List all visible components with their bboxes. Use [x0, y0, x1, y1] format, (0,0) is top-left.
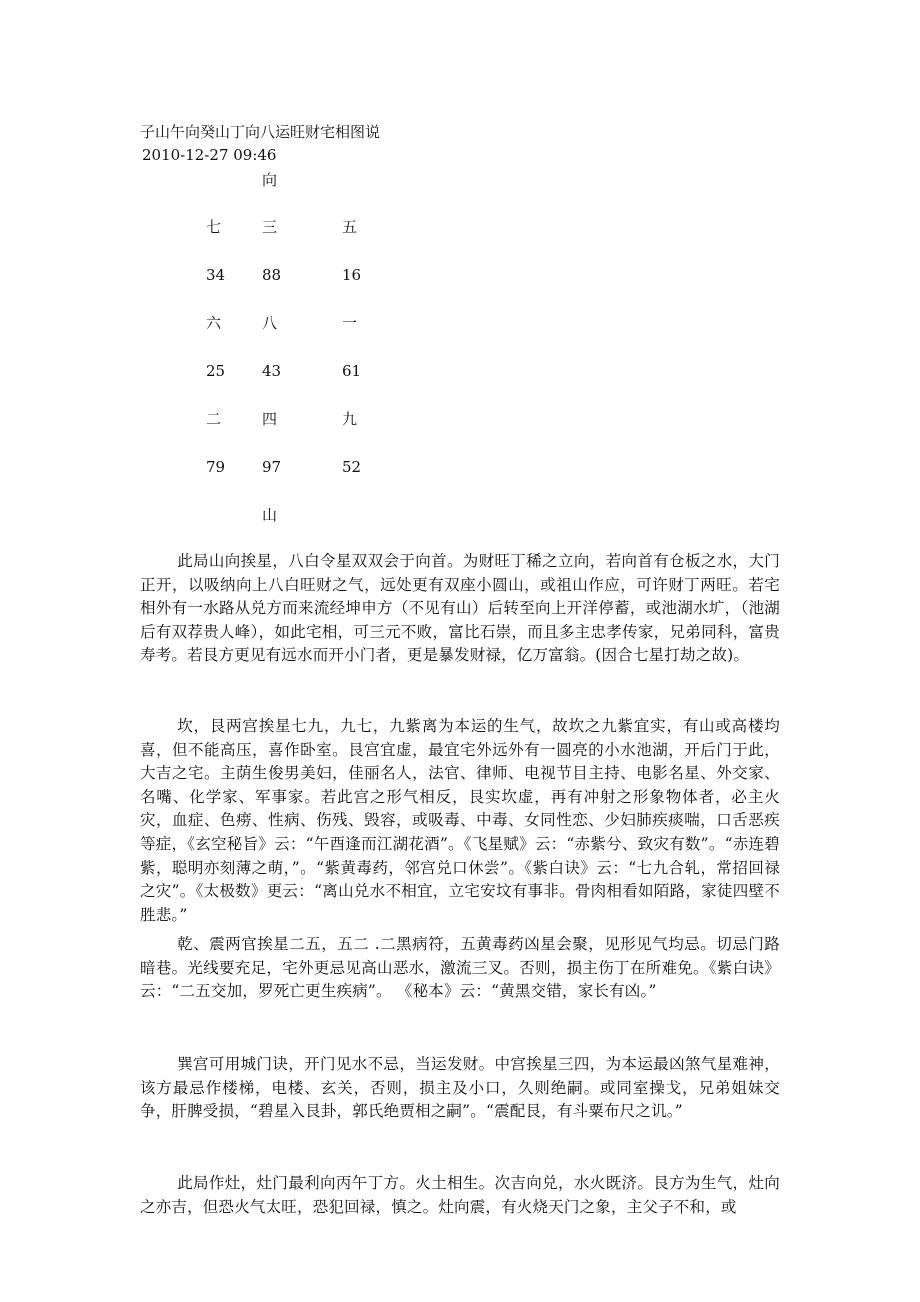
chart-cell: 16	[342, 266, 362, 284]
chart-cell: 97	[262, 458, 282, 476]
chart-cell: 79	[206, 458, 226, 476]
chart-cell: 61	[342, 362, 362, 380]
chart-cell: 七	[206, 218, 222, 236]
chart-cell: 八	[262, 314, 278, 332]
chart-cell: 一	[342, 314, 358, 332]
document-title: 子山午向癸山丁向八运旺财宅相图说	[140, 123, 381, 141]
chart-cell: 88	[262, 266, 282, 284]
chart-cell: 52	[342, 458, 362, 476]
chart-cell: 五	[342, 218, 358, 236]
chart-cell: 四	[262, 410, 278, 428]
paragraph: 此局作灶，灶门最利向丙午丁方。火土相生。次吉向兑，水火既济。艮方为生气，灶向之亦吉，但恐火气太旺，恐犯回禄，慎之。灶向震，有火烧天门之象，主父子不和，或	[140, 1174, 780, 1216]
paragraph: 坎，艮两宫挨星七九，九七，九紫离为本运的生气，故坎之九紫宜实，有山或高楼均喜，但不能高压，喜作卧室。艮宫宜虚，最宜宅外远外有一圆亮的小水池湖，开后门于此，大吉之宅。主荫生俊男美妇，佳丽名人，法官、律师、电视节目主持、电影名星、外交家、名嘴、化学家、军事家。若此宫之形气相反，艮实坎虚，再有冲射之形象物体者，必主火灾，血症、色痨、性病、伤残、毁容，或吸毒、中毒、女同性恋、少妇肺疾痰喘，口舌恶疾等症，《玄空秘旨》云：“午酉逢而江湖花酒”。《飞星赋》云：“赤紫兮、致灾有数”。“赤连碧紫，聪明亦刻薄之萌，”。“紫黄毒药，邻宫兑口休尝”。《紫白诀》云：“七九合轧，常招回禄之灾”。《太极数》更云：“离山兑水不相宜，立宅安坟有事非。骨肉相看如陌路，家徒四壁不胜悲。”	[140, 717, 780, 924]
chart-cell: 三	[262, 218, 278, 236]
chart-cell: 九	[342, 410, 358, 428]
chart-cell: 34	[206, 266, 226, 284]
chart-cell: 43	[262, 362, 282, 380]
paragraph: 此局山向挨星，八白令星双双会于向首。为财旺丁稀之立向，若向首有仓板之水，大门正开，以吸纳向上八白旺财之气，远处更有双座小圆山，或祖山作应，可许财丁两旺。若宅相外有一水路从兑方而来流经坤申方（不见有山）后转至向上开洋停蓄，或池湖水圹，（池湖后有双荐贵人峰），如此宅相，可三元不败，富比石崇，而且多主忠孝传家，兄弟同科，富贵寿考。若艮方更见有远水而开小门者，更是暴发财禄，亿万富翁。(因合七星打劫之故)。	[140, 552, 780, 665]
chart-cell: 二	[206, 410, 222, 428]
chart-cell: 六	[206, 314, 222, 332]
facing-label: 向	[262, 171, 278, 189]
chart-cell: 25	[206, 362, 226, 380]
post-date: 2010-12-27 09:46	[142, 146, 277, 164]
mountain-label: 山	[262, 506, 278, 524]
paragraph: 乾、震两官挨星二五，五二 .二黑病符，五黄毒药凶星会聚，见形见气均忌。切忌门路暗巷。光线要充足，宅外更忌见高山恶水，激流三叉。否则，损主伤丁在所难免。《紫白诀》云：“二五交加，罗死亡更生疾病”。 《秘本》云：“黄黑交错，家长有凶。”	[140, 935, 780, 1001]
paragraph: 巽宫可用城门诀，开门见水不忌，当运发财。中宫挨星三四，为本运最凶煞气星难神，该方最忌作楼梯，电楼、玄关，否则，损主及小口，久则绝嗣。或同室操戈，兄弟姐妹交争，肝脾受损，“碧星入艮卦，郭氏绝贾相之嗣”。“震配艮，有斗粟布尺之讥。”	[140, 1055, 780, 1121]
